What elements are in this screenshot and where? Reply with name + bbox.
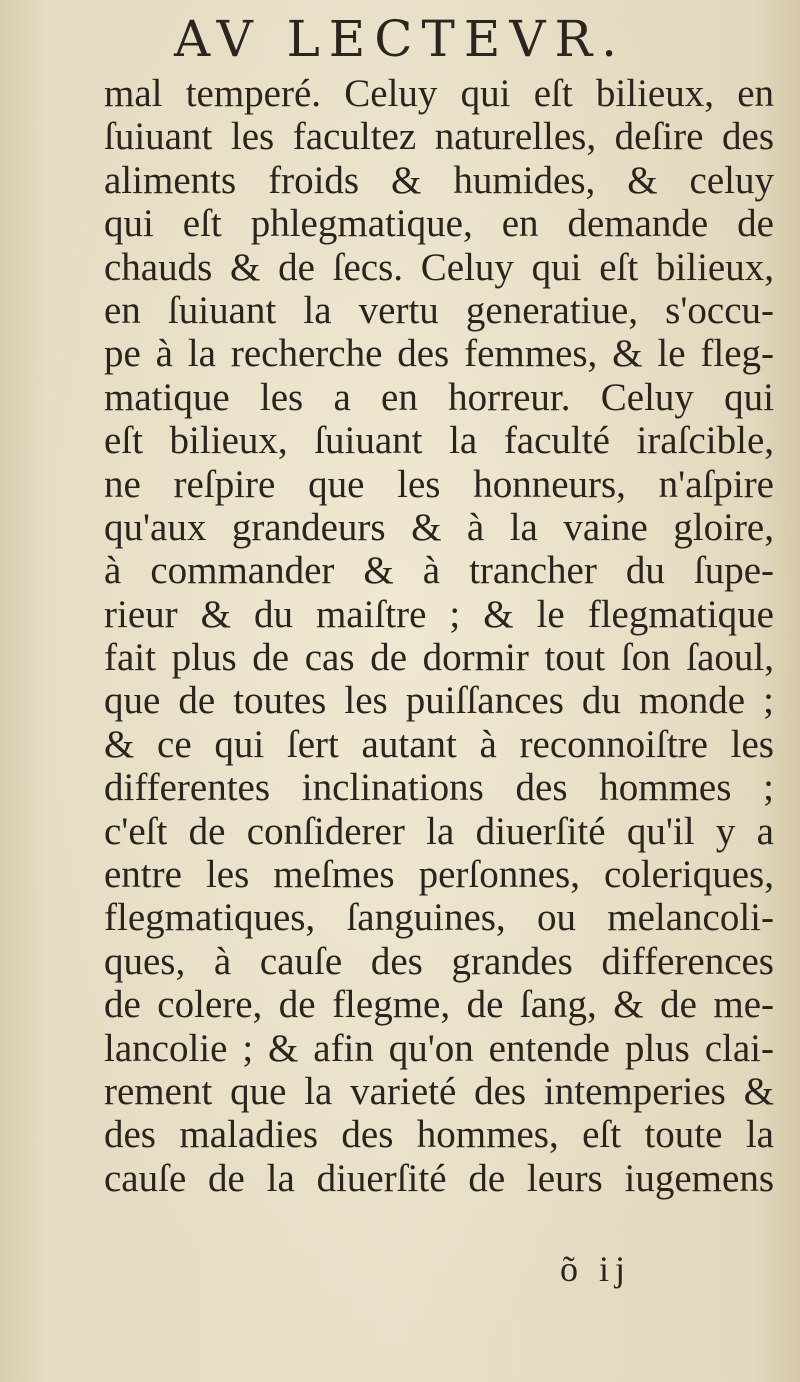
text-line: ne reſpire que les honneurs, n'aſpire [104,462,774,506]
text-line: c'eſt de conſiderer la diuerſité qu'il y a [104,809,774,853]
text-line: de colere, de flegme, de ſang, & de me- [104,983,774,1027]
text-line: eſt bilieux, ſuiuant la faculté iraſcible, [104,419,774,463]
text-line: que de toutes les puiſſances du monde ; [104,679,774,723]
text-line: aliments froids & humides, & celuy [104,158,774,202]
text-line: qu'aux grandeurs & à la vaine gloire, [104,505,774,549]
text-line: chauds & de ſecs. Celuy qui eſt bilieux, [104,245,774,289]
text-line: rement que la varieté des intemperies & [104,1069,774,1113]
text-line: des maladies des hommes, eſt toute la [104,1113,774,1157]
text-line: fait plus de cas de dormir tout ſon ſaoul, [104,636,774,680]
text-line: lancolie ; & afin qu'on entende plus clai- [104,1026,774,1070]
text-line: pe à la recherche des femmes, & le fleg- [104,332,774,376]
text-line: entre les meſmes perſonnes, coleriques, [104,853,774,897]
running-head: AV LECTEVR. [173,10,627,68]
text-line: matique les a en horreur. Celuy qui [104,375,774,419]
text-line: mal temperé. Celuy qui eſt bilieux, en [104,72,774,115]
text-line: qui eſt phlegmatique, en demande de [104,202,774,246]
signature-mark: õ ij [560,1249,632,1289]
text-line: ques, à cauſe des grandes differences [104,939,774,983]
text-line: & ce qui ſert autant à reconnoiſtre les [104,722,774,766]
text-line: cauſe de la diuerſité de leurs iugemens [104,1156,774,1200]
text-line: en ſuiuant la vertu generatiue, s'occu- [104,288,774,332]
text-line: ſuiuant les facultez naturelles, deſire des [104,115,774,159]
text-line: rieur & du maiſtre ; & le flegmatique [104,592,774,636]
body-text [104,72,774,1200]
text-line: flegmatiques, ſanguines, ou melancoli- [104,896,774,940]
text-line: differentes inclinations des hommes ; [104,766,774,810]
text-line: à commander & à trancher du ſupe- [104,549,774,593]
